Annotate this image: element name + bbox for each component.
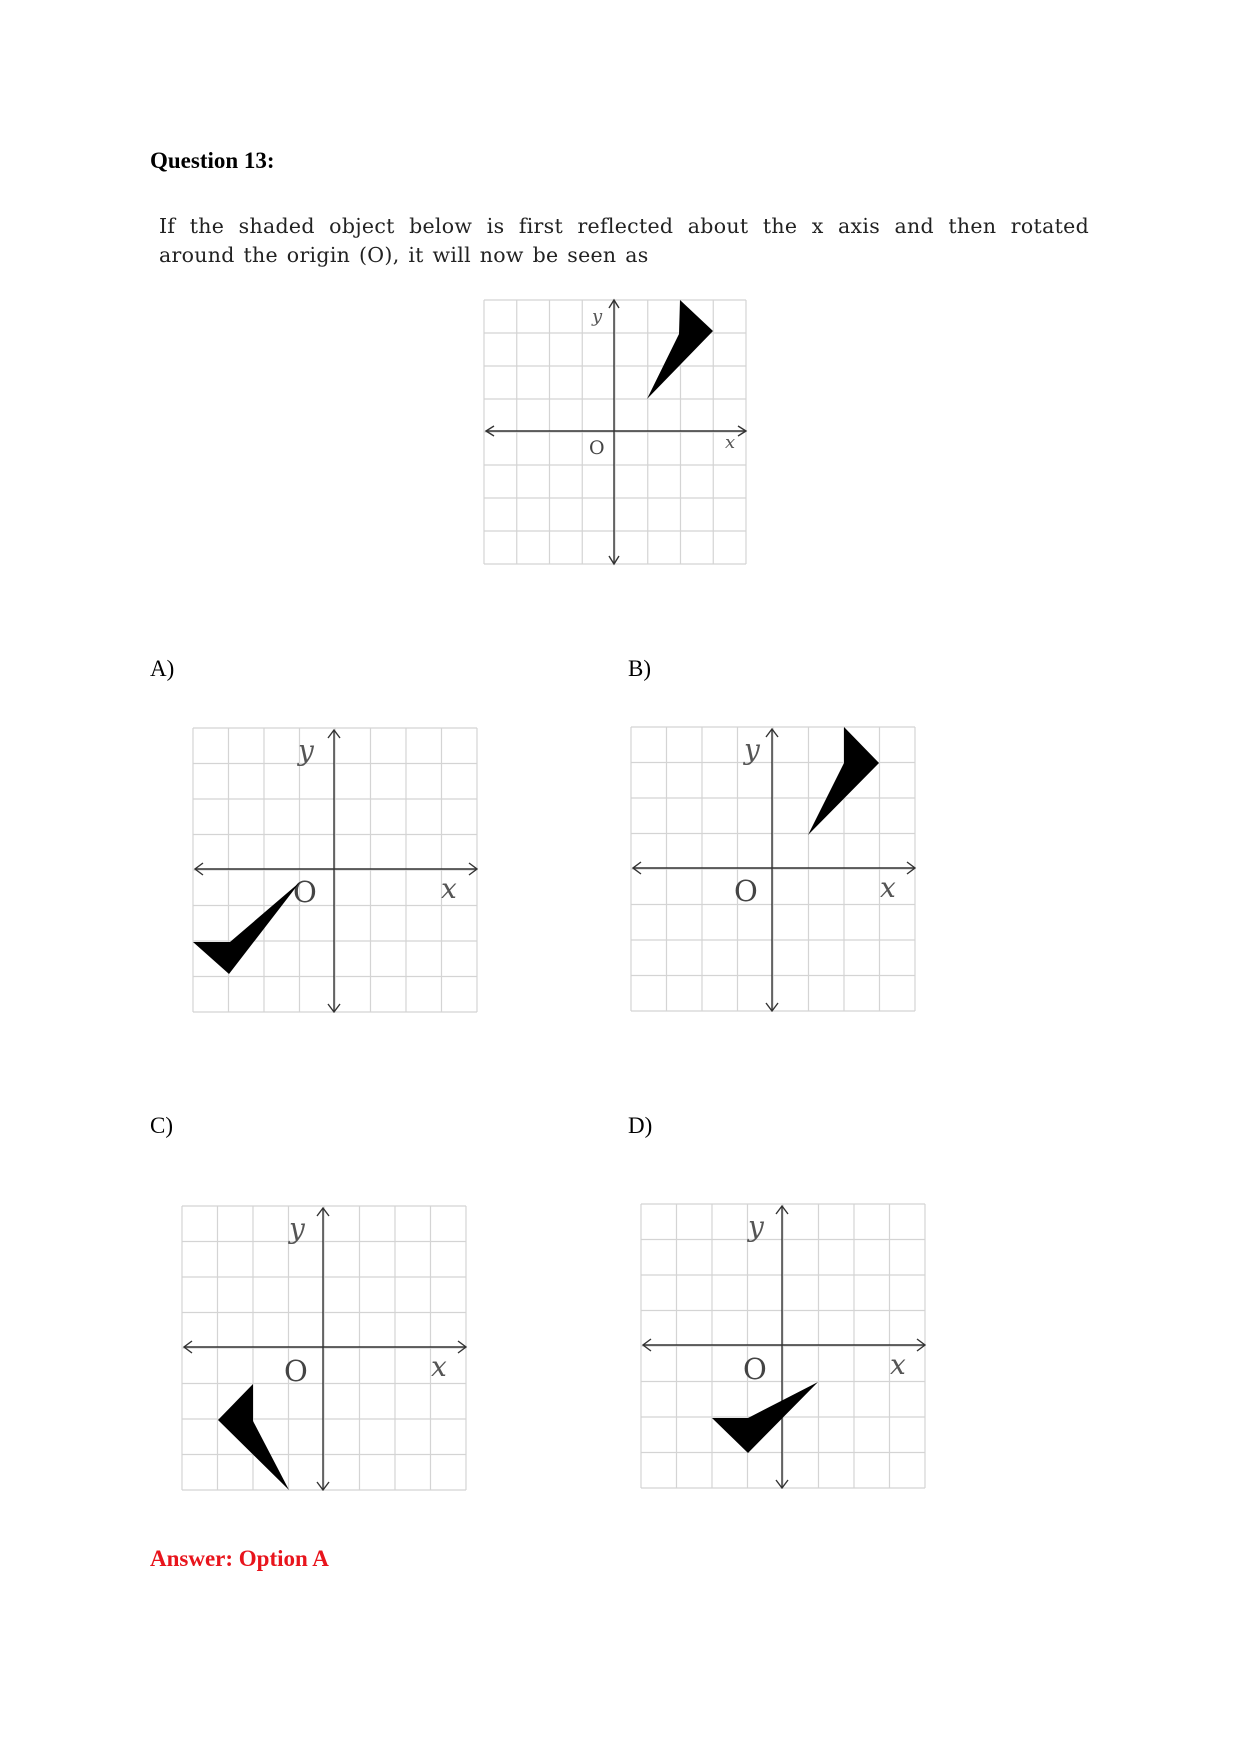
origin-label: O [589,437,605,459]
origin-label: O [284,1354,308,1388]
option-c-grid[interactable] [182,1206,466,1490]
origin-label: O [743,1352,767,1386]
option-a-grid[interactable] [193,728,477,1012]
question-title: Question 13: [150,148,275,173]
y-axis-label: y [298,734,314,767]
origin-label: O [293,875,317,909]
x-axis-label: x [890,1348,906,1381]
y-axis-label: y [748,1210,764,1243]
question-text: If the shaded object below is first reflected about the x axis and then rotated around the origin (O), it will now be seen as [159,214,1089,267]
option-b-grid[interactable] [631,727,915,1011]
option-d-label: D) [628,1113,653,1138]
option-a-shape [193,882,300,974]
x-axis-label: x [441,872,457,905]
y-axis-label: y [289,1212,305,1245]
y-axis-label: y [744,733,760,766]
option-c-label: C) [150,1113,173,1138]
y-axis-label: y [592,306,603,327]
x-axis-label: x [725,432,736,453]
option-b-label: B) [628,656,651,681]
main-figure-grid [484,300,746,564]
x-axis-label: x [880,871,896,904]
x-axis-label: x [431,1350,447,1383]
answer-text: Answer: Option A [150,1546,329,1571]
origin-label: O [734,874,758,908]
option-a-label: A) [150,656,175,681]
option-d-grid[interactable] [641,1204,925,1488]
